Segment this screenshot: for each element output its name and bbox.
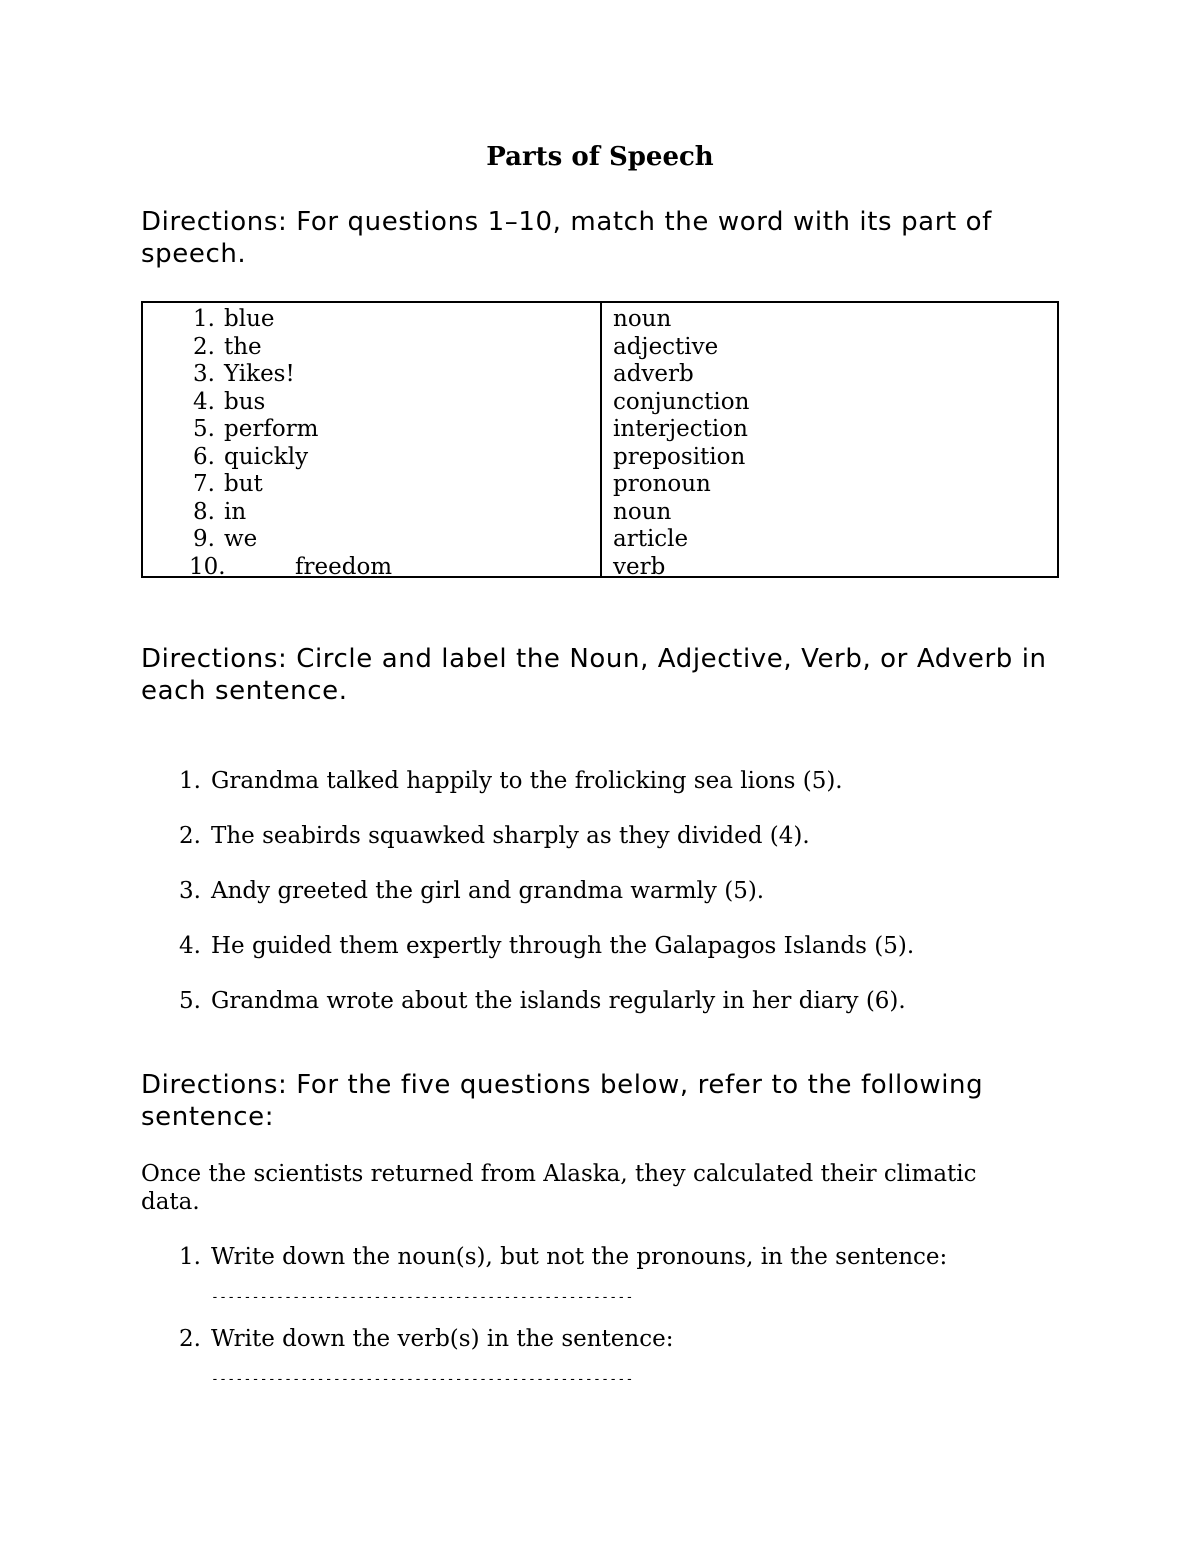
item-number: 4. xyxy=(193,388,215,415)
sentence-text: Grandma wrote about the islands regularly in her diary (6). xyxy=(211,988,906,1014)
word: quickly xyxy=(224,443,309,470)
question-text: Write down the verb(s) in the sentence: xyxy=(211,1326,674,1352)
word: bus xyxy=(224,388,266,415)
word: perform xyxy=(224,416,319,442)
list-item xyxy=(141,819,1081,874)
item-number: 1. xyxy=(179,768,201,794)
question-list xyxy=(141,1240,1081,1404)
part-of-speech: verb xyxy=(613,553,666,580)
list-item xyxy=(141,1240,1081,1322)
answer-line[interactable]: ---------------------------------------------------- xyxy=(211,1372,634,1387)
question-text: Write down the noun(s), but not the pronouns, in the sentence: xyxy=(211,1244,948,1270)
item-number: 1. xyxy=(179,1244,201,1270)
page-title: Parts of Speech xyxy=(486,142,714,172)
word: freedom xyxy=(295,553,393,580)
word: in xyxy=(224,498,247,525)
item-number: 7. xyxy=(193,471,215,497)
part-of-speech: conjunction xyxy=(613,388,750,415)
list-item xyxy=(141,874,1081,929)
item-number: 8. xyxy=(193,498,215,525)
table-column-divider xyxy=(600,303,602,576)
word-row xyxy=(143,416,598,444)
item-number: 9. xyxy=(193,526,215,552)
matching-table xyxy=(141,301,1059,578)
directions-reference-sentence: Directions: For the five questions below, refer to the following sentence: xyxy=(141,1070,984,1132)
part-of-speech: noun xyxy=(613,498,672,525)
word-row xyxy=(143,444,598,472)
word-row xyxy=(143,306,598,334)
part-of-speech: noun xyxy=(613,306,672,332)
item-number: 10. xyxy=(189,553,226,580)
list-item xyxy=(141,764,1081,819)
answer-line[interactable]: ---------------------------------------------------- xyxy=(211,1290,634,1305)
item-number: 2. xyxy=(179,823,201,849)
part-of-speech: pronoun xyxy=(613,471,711,497)
item-number: 1. xyxy=(193,306,215,332)
list-item xyxy=(141,1322,1081,1404)
part-of-speech: article xyxy=(613,526,689,552)
part-of-speech-column xyxy=(613,306,1043,581)
word-row xyxy=(143,471,598,499)
sentence-text: Andy greeted the girl and grandma warmly (5). xyxy=(211,878,765,904)
item-number: 5. xyxy=(193,416,215,442)
word-row xyxy=(143,499,598,527)
item-number: 4. xyxy=(179,933,201,959)
word: Yikes! xyxy=(224,361,295,387)
item-number: 2. xyxy=(193,333,215,360)
word-row xyxy=(143,554,598,582)
word-row xyxy=(143,526,598,554)
part-of-speech: adverb xyxy=(613,361,694,387)
sentence-text: Grandma talked happily to the frolicking sea lions (5). xyxy=(211,768,843,794)
sentence-text: The seabirds squawked sharply as they divided (4). xyxy=(211,823,810,849)
word: but xyxy=(224,471,263,497)
word-column xyxy=(143,306,598,581)
directions-matching: Directions: For questions 1–10, match the word with its part of speech. xyxy=(141,207,992,269)
sentence-list xyxy=(141,764,1081,1039)
list-item xyxy=(141,984,1081,1039)
word-row xyxy=(143,361,598,389)
item-number: 5. xyxy=(179,988,201,1014)
word-row xyxy=(143,334,598,362)
directions-circle-label: Directions: Circle and label the Noun, Adjective, Verb, or Adverb in each sentence. xyxy=(141,644,1047,706)
list-item xyxy=(141,929,1081,984)
part-of-speech: interjection xyxy=(613,416,748,442)
word-row xyxy=(143,389,598,417)
item-number: 3. xyxy=(193,361,215,387)
reference-sentence: Once the scientists returned from Alaska, they calculated their climatic data. xyxy=(141,1161,977,1215)
word: we xyxy=(224,526,258,552)
part-of-speech: adjective xyxy=(613,333,719,360)
word: blue xyxy=(224,306,275,332)
word: the xyxy=(224,333,262,360)
item-number: 6. xyxy=(193,443,215,470)
item-number: 2. xyxy=(179,1326,201,1352)
sentence-text: He guided them expertly through the Galapagos Islands (5). xyxy=(211,933,915,959)
item-number: 3. xyxy=(179,878,201,904)
part-of-speech: preposition xyxy=(613,443,746,470)
